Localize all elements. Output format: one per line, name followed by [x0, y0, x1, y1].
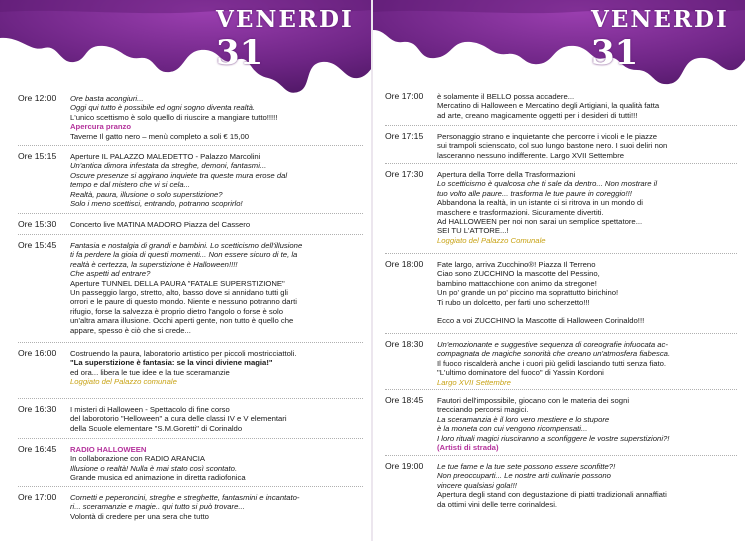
right-header-banner [373, 0, 745, 105]
entry-line: Il fuoco riscalderà anche i cuori più gelidi lasciando tutti senza fiato. [437, 358, 667, 368]
entry-time: Ore 18:30 [385, 339, 424, 349]
entry-line: bambino mattacchione con animo da stregone! [437, 278, 597, 288]
entry-line: Personaggio strano e inquietante che percorre i vicoli e le piazze [437, 132, 658, 141]
day-number: 31 [216, 33, 264, 73]
right-day-title [591, 6, 745, 73]
right-page [373, 0, 745, 541]
entry-line: del laborotorio "Helloween" a cura delle classi IV e V elementari [70, 414, 287, 424]
separator-rule [18, 213, 363, 214]
entry-body [70, 493, 360, 521]
entry-line: Un'antica dimora infestata da streghe, demoni, fantasmi... [70, 161, 267, 171]
entry-line: Ecco a voi ZUCCHINO la Mascotte di Halloween Corinaldo!!! [437, 316, 645, 326]
entry-time: Ore 15:45 [18, 240, 57, 250]
entry-line: compagnata de magiche sonorità che creano un'atmosfera fiabesca. [437, 349, 671, 359]
entry-time: Ore 18:00 [385, 259, 424, 269]
entry-line: Realtà, paura, illusione o solo superstizione? [70, 189, 223, 199]
entry-line: Aperture IL PALAZZO MALEDETTO - Palazzo Marcolini [70, 152, 261, 161]
separator-rule [18, 234, 363, 235]
entry-line: Solo i meno scettisci, entrando, potranno scoprirlo! [70, 199, 243, 209]
entry-line: Oscure presenze si aggirano inquiete tra queste mura erose dal [70, 170, 288, 180]
entry-body [70, 445, 360, 483]
entry-body [70, 241, 360, 335]
separator-rule [18, 486, 363, 487]
entry-body [437, 92, 737, 120]
entry-line: Aperture TUNNEL DELLA PAURA "FATALE SUPERSTIZIONE" [70, 278, 285, 288]
entry-line: rifugio, forse la salvezza è proprio dietro l'angolo o forse è solo [70, 306, 283, 316]
entry-line: da ottimi vini delle terre corinaldesi. [437, 499, 558, 509]
entry-line: ad arte, creano magicamente oggetti per i desideri di tutti!!! [437, 110, 638, 120]
entry-line: Un'emozionante e suggestive sequenza di coreografie infuocata ac- [437, 340, 668, 349]
separator-rule [385, 253, 737, 254]
entry-line: lasceranno nessuno indifferente. Largo XVII Settembre [437, 150, 625, 160]
entry-line: La sceramanzia è il loro vero mestiere e lo stupore [437, 414, 610, 424]
entry-time: Ore 17:15 [385, 131, 424, 141]
entry-line: Concerto live MATINA MADORO Piazza del Cassero [70, 220, 251, 229]
separator-rule [18, 145, 363, 146]
separator-rule [385, 455, 737, 456]
entry-line: trecciando percorsi magici. [437, 405, 529, 415]
separator-rule [385, 333, 737, 334]
entry-body [437, 260, 737, 326]
entry-time: Ore 15:30 [18, 219, 57, 229]
day-word: VENERDI [591, 6, 729, 33]
entry-line: Oggi qui tutto è possibile ed ogni sogno diventa realtà. [70, 103, 256, 113]
entry-time: Ore 17:00 [18, 492, 57, 502]
entry-line: Apercura pranzo [70, 122, 132, 132]
entry-line: Un passeggio largo, stretto, alto, basso dove si annidano tutti gli [70, 288, 288, 298]
entry-time: Ore 18:45 [385, 395, 424, 405]
entry-line: Le tue fame e la tue sete possono essere sconfitte?! [437, 462, 616, 471]
entry-line: Mercatino di Halloween e Mercatino degli Artigiani, la qualità fatta [437, 101, 660, 111]
entry-line: Costruendo la paura, laboratorio artistico per piccoli mostricciattoli. [70, 349, 297, 358]
entry-time: Ore 12:00 [18, 93, 57, 103]
entry-time: Ore 16:30 [18, 404, 57, 414]
entry-line: SEI TU L'ATTORE...! [437, 226, 509, 236]
entry-line: un'altra amara illusione. Occhi aperti gente, non tutto è quello che [70, 316, 294, 326]
entry-line: Un po' grande un po' piccino ma soprattutto birichino! [437, 288, 619, 298]
entry-line: maschere e trasformazioni. Sicuramente divertiti. [437, 207, 604, 217]
entry-line: appare, spesso è ciò che si crede... [70, 325, 191, 335]
entry-line: Loggiato del Palazzo Comunale [437, 235, 546, 245]
entry-line: Fate largo, arriva Zucchino®! Piazza Il Terreno [437, 260, 596, 269]
entry-line: Cornetti e peperoncini, streghe e streghette, fantasmini e incantato- [70, 493, 300, 502]
entry-line: della Scuole elementare "S.M.Goretti" di Corinaldo [70, 423, 243, 433]
entry-line: Fautori dell'impossibile, giocano con le materia dei sogni [437, 396, 630, 405]
entry-line: Ore basta acongiuri... [70, 94, 144, 103]
entry-line: Volontà di credere per una sera che tutto [70, 511, 209, 521]
entry-time: Ore 17:30 [385, 169, 424, 179]
entry-line: "L'ultimo dominatore del fuoco" di Yassin Kordoni [437, 368, 604, 378]
entry-line: "La superstizione è fantasia: se la vinci diviene magia!" [70, 358, 273, 368]
entry-line: vincere qualsiasi gola!!! [437, 480, 517, 490]
entry-line: Apertura della Torre della Trasformazioni [437, 170, 576, 179]
entry-body [70, 94, 360, 141]
left-page [0, 0, 372, 541]
entry-body [437, 462, 737, 509]
entry-line [437, 307, 737, 316]
entry-line: orrori e le paure di questo mondo. Niente e nessuno potranno darti [70, 297, 297, 307]
entry-line: Ti rubo un dolcetto, per farti uno scherzetto!!! [437, 297, 590, 307]
entry-body [70, 349, 360, 387]
entry-body [437, 396, 737, 452]
entry-line: Abbandona la realtà, in un istante ci si ritrova in un mondo di [437, 198, 643, 208]
entry-line: ri... sceramanzie e magie.. qui tutto si può trovare... [70, 502, 245, 512]
entry-time: Ore 15:15 [18, 151, 57, 161]
entry-line: Illusione o realtà! Nulla è mai stato così scontato. [70, 463, 238, 473]
day-word: VENERDI [216, 6, 354, 33]
entry-line: tempo e dal mistero che vi si cela... [70, 180, 191, 190]
entry-line: (Artisti di strada) [437, 443, 499, 453]
entry-line: RADIO HALLOWEEN [70, 445, 147, 454]
entry-line: Fantasia e nostalgia di grandi e bambini. Lo scetticismo dell'illusione [70, 241, 303, 250]
entry-line: I misteri di Halloween - Spettacolo di fine corso [70, 405, 230, 414]
entry-line: è solamente il BELLO possa accadere... [437, 92, 575, 101]
entry-body [437, 340, 737, 387]
entry-line: Non preoccuparti... Le nostre arti culinarie possono [437, 471, 611, 481]
entry-line: Grande musica ed animazione in diretta radiofonica [70, 473, 246, 483]
entry-body [437, 132, 737, 160]
entry-time: Ore 17:00 [385, 91, 424, 101]
entry-line: I loro rituali magici riusciranno a sconfiggere le vostre superstizioni?! [437, 433, 670, 443]
entry-line: In collaborazione con RADIO ARANCIA [70, 454, 206, 464]
entry-line: Che aspetti ad entrare? [70, 269, 151, 279]
entry-line: sui trampoli scienscato, col suo lungo bastone nero. I suoi deliri non [437, 141, 668, 151]
entry-line: realtà è certezza, la superstizione è Halloween!!!! [70, 259, 238, 269]
separator-rule [385, 163, 737, 164]
entry-line: Largo XVII Settembre [437, 377, 511, 387]
entry-line: Ad HALLOWEEN per noi non sarai un semplice spettatore... [437, 217, 643, 227]
left-day-title [216, 6, 372, 73]
separator-rule [385, 389, 737, 390]
entry-body [70, 152, 360, 208]
entry-line: Taverne Il gatto nero – menù completo a soli € 15,00 [70, 131, 250, 141]
entry-time: Ore 19:00 [385, 461, 424, 471]
entry-line: Lo scetticismo è qualcosa che ti sale da dentro... Non mostrare il [437, 179, 658, 189]
separator-rule [18, 438, 363, 439]
entry-line: Loggiato del Palazzo comunale [70, 377, 177, 387]
entry-line: ed ora... libera le tue idee e la tue sceramanzie [70, 367, 230, 377]
separator-rule [385, 125, 737, 126]
entry-time: Ore 16:00 [18, 348, 57, 358]
entry-line: tuo volto alle paure... trasforma le tue paure in coreggio!!! [437, 188, 632, 198]
entry-line: ti fa perdere la gioia di questi momenti... Non essere sicuro di te, la [70, 250, 298, 260]
entry-body [70, 405, 360, 433]
entry-line: è la moneta con cui vengono ricompensati... [437, 424, 588, 434]
separator-rule [18, 398, 363, 399]
entry-time: Ore 16:45 [18, 444, 57, 454]
entry-line: L'unico scettismo è solo quello di riuscire a mangiare tutto!!!!! [70, 112, 278, 122]
entry-line: Apertura degli stand con degustazione di piatti tradizionali annaffiati [437, 490, 667, 500]
entry-line: Ciao sono ZUCCHINO la mascotte del Pessino, [437, 269, 600, 279]
separator-rule [18, 342, 363, 343]
entry-body [70, 220, 360, 229]
left-header-banner [0, 0, 372, 105]
entry-body [437, 170, 737, 245]
day-number: 31 [591, 33, 639, 73]
